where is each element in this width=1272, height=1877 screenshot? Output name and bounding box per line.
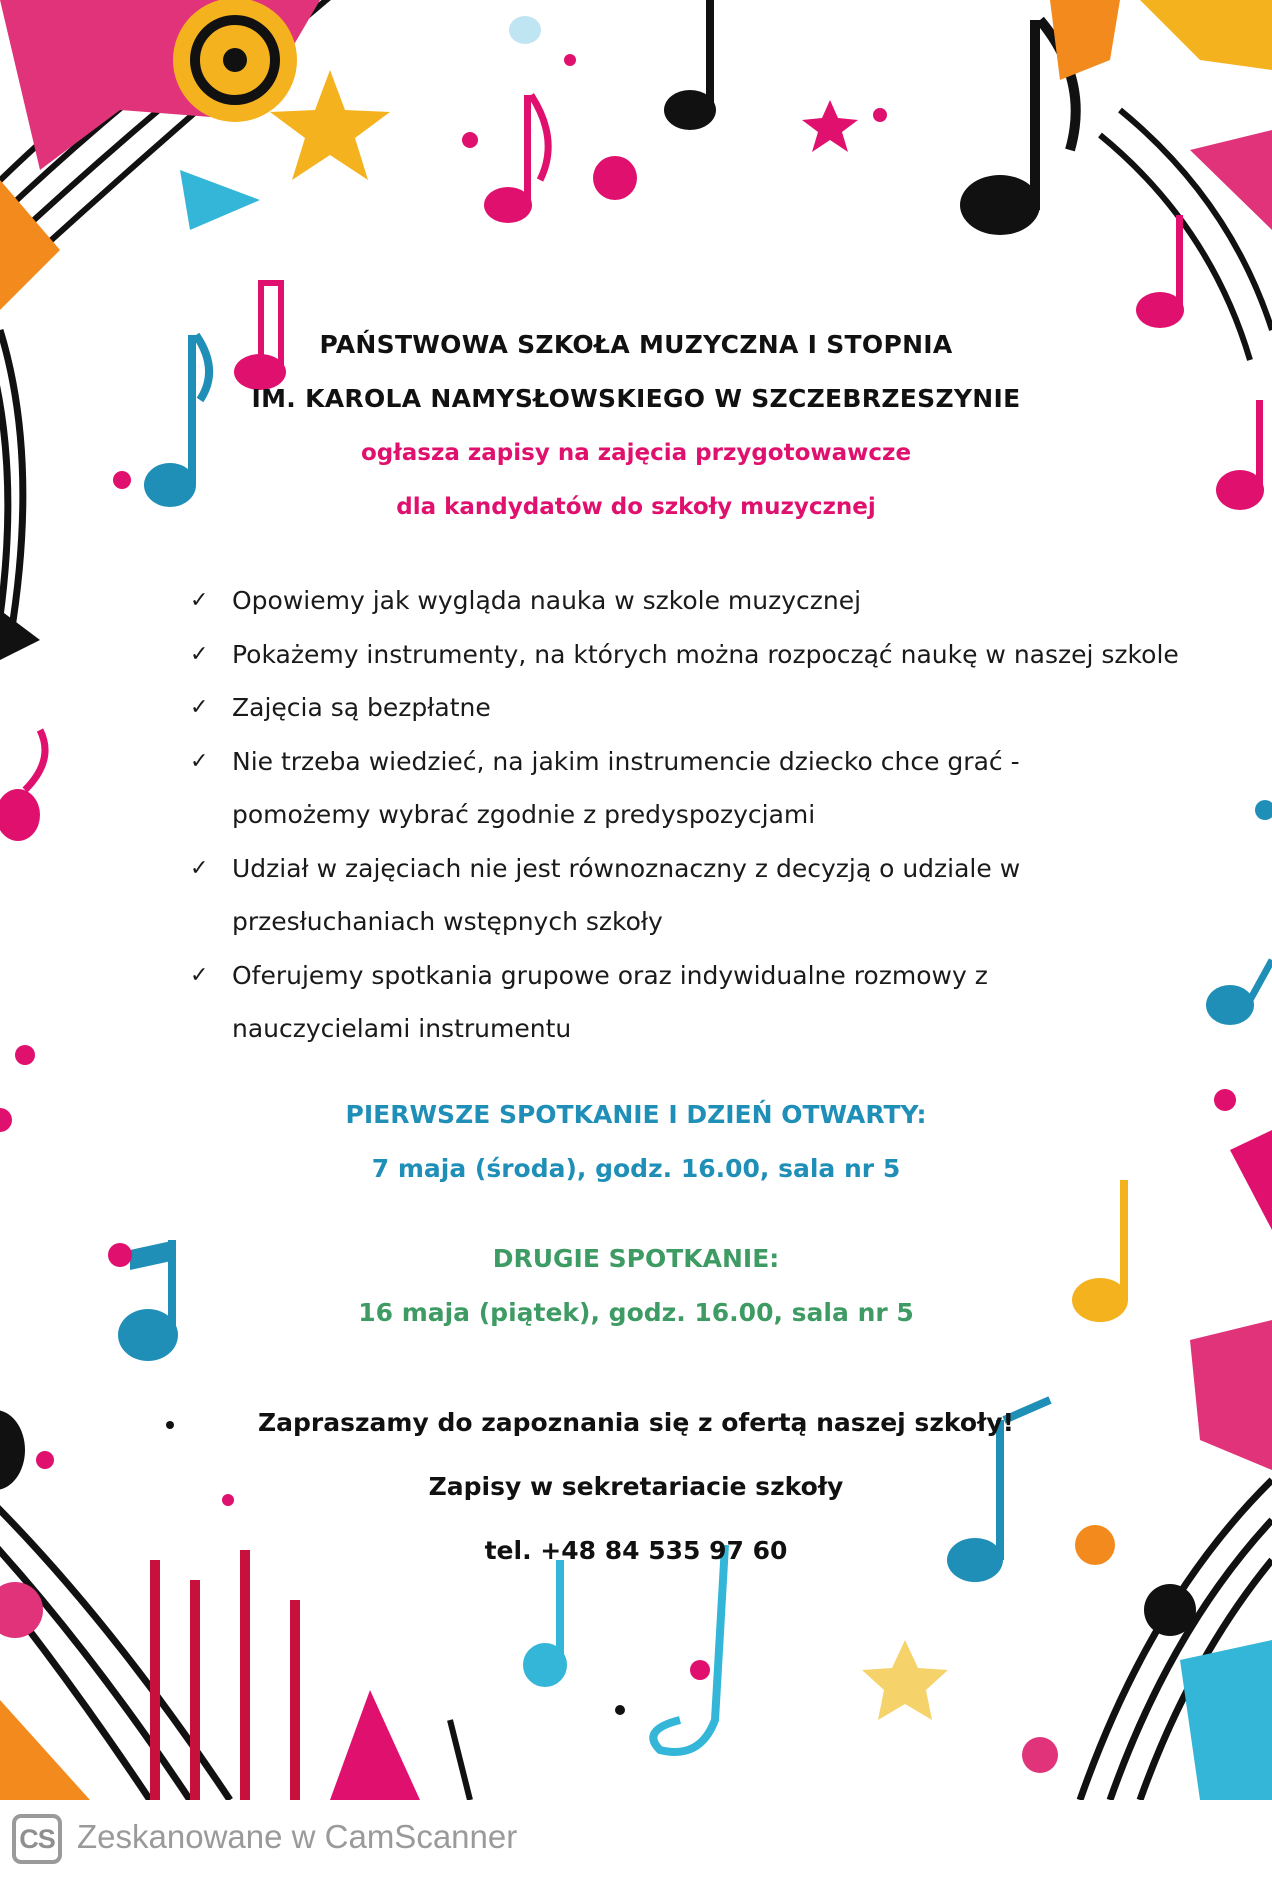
list-item-text: Zajęcia są bezpłatne (232, 693, 491, 722)
list-item-text: Pokażemy instrumenty, na których można rozpocząć naukę w naszej szkole (232, 639, 1179, 669)
first-meeting-details: 7 maja (środa), godz. 16.00, sala nr 5 (371, 1154, 901, 1183)
note-blue-right (1206, 960, 1272, 1025)
checkmark-icon: ✓ (190, 855, 209, 881)
note-blue-left (144, 335, 209, 507)
heading-line-2: IM. KAROLA NAMYSŁOWSKIEGO W SZCZEBRZESZYNIE (251, 384, 1021, 413)
staff-swirl-left (0, 330, 23, 650)
checkmark-icon: ✓ (190, 588, 209, 613)
phone-number: tel. +48 84 535 97 60 (484, 1536, 788, 1565)
list-item-text: Nie trzeba wiedzieć, na jakim instrumencie dziecko chce grać - pomożemy wybrać zgodnie z predyspozycjami (232, 746, 1020, 829)
bars-red (150, 1550, 300, 1800)
orange-flag-shape (1050, 0, 1120, 80)
scanner-footer (0, 1800, 1272, 1877)
checkmark-icon: ✓ (190, 748, 209, 774)
magenta-flag-shape (1190, 1320, 1272, 1470)
camscanner-watermark: Zeskanowane w CamScanner (77, 1818, 518, 1855)
orange-triangle (0, 180, 60, 310)
yellow-star-bottom (862, 1640, 948, 1720)
list-item-text: Opowiemy jak wygląda nauka w szkole muzycznej (232, 586, 862, 615)
first-meeting-title: PIERWSZE SPOTKANIE I DZIEŃ OTWARTY: (345, 1100, 927, 1129)
invitation-text: Zapraszamy do zapoznania się z ofertą naszej szkoły! (258, 1408, 1014, 1437)
list-item (190, 842, 1200, 949)
list-item (190, 681, 1200, 735)
note-black-top (664, 0, 716, 130)
list-item-text: Oferujemy spotkania grupowe oraz indywidualne rozmowy z nauczycielami instrumentu (232, 960, 988, 1043)
list-item (190, 949, 1200, 1056)
second-meeting-details: 16 maja (piątek), godz. 16.00, sala nr 5 (358, 1298, 914, 1327)
heading-line-1: PAŃSTWOWA SZKOŁA MUZYCZNA I STOPNIA (319, 330, 953, 359)
note-pink-right (1136, 215, 1184, 328)
note-blue-bottom (527, 1545, 725, 1752)
announcement-line-1: ogłasza zapisy na zajęcia przygotowawcze (360, 440, 912, 466)
info-bullet-list (190, 574, 1200, 1056)
announcement-line-2: dla kandydatów do szkoły muzycznej (396, 494, 876, 520)
checkmark-icon: ✓ (190, 695, 209, 720)
note-pink-left-lower (0, 730, 45, 841)
enrollment-text: Zapisy w sekretariacie szkoły (428, 1472, 844, 1501)
camscanner-logo-icon: CS (12, 1814, 62, 1864)
second-meeting-title: DRUGIE SPOTKANIE: (492, 1244, 780, 1273)
checkmark-icon: ✓ (190, 962, 209, 988)
list-item (190, 735, 1200, 842)
note-pink-top (484, 95, 548, 223)
orange-triangle-bottom (0, 1700, 90, 1800)
list-item (190, 574, 1200, 628)
list-item (190, 628, 1200, 682)
list-item-text: Udział w zajęciach nie jest równoznaczny z decyzją o udziale w przesłuchaniach wstępnych szkoły (232, 853, 1021, 936)
checkmark-icon: ✓ (190, 641, 209, 667)
